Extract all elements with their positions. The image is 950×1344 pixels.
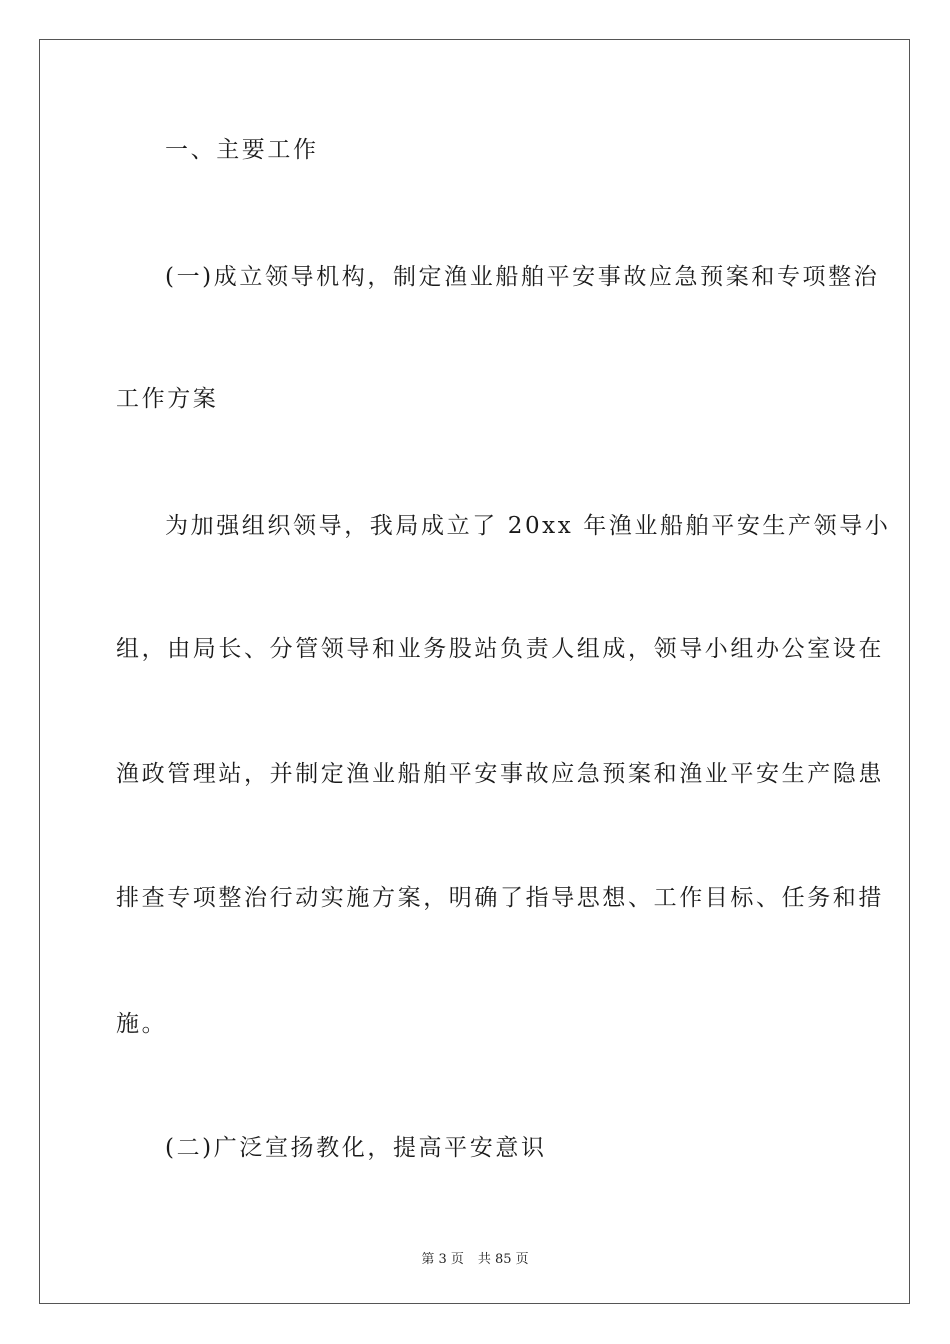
paragraph-line: 施。 (116, 1011, 168, 1037)
page-total: 共 85 页 (477, 1252, 529, 1267)
section-heading: 一、主要工作 (165, 137, 319, 163)
subsection-heading-1-cont: 工作方案 (116, 386, 219, 412)
subsection-heading-2: (二)广泛宣扬教化，提高平安意识 (165, 1135, 547, 1161)
paragraph-line: 渔政管理站，并制定渔业船舶平安事故应急预案和渔业平安生产隐患 (116, 761, 884, 787)
page-footer (0, 1248, 950, 1267)
paragraph-line: 组，由局长、分管领导和业务股站负责人组成，领导小组办公室设在 (116, 636, 884, 662)
subsection-heading-1: (一)成立领导机构，制定渔业船舶平安事故应急预案和专项整治 (165, 264, 880, 290)
paragraph-line: 排查专项整治行动实施方案，明确了指导思想、工作目标、任务和措 (116, 885, 884, 911)
page-number: 第 3 页 (421, 1252, 464, 1267)
page-border (39, 39, 910, 1304)
paragraph-line: 为加强组织领导，我局成立了 20xx 年渔业船舶平安生产领导小 (165, 513, 891, 539)
